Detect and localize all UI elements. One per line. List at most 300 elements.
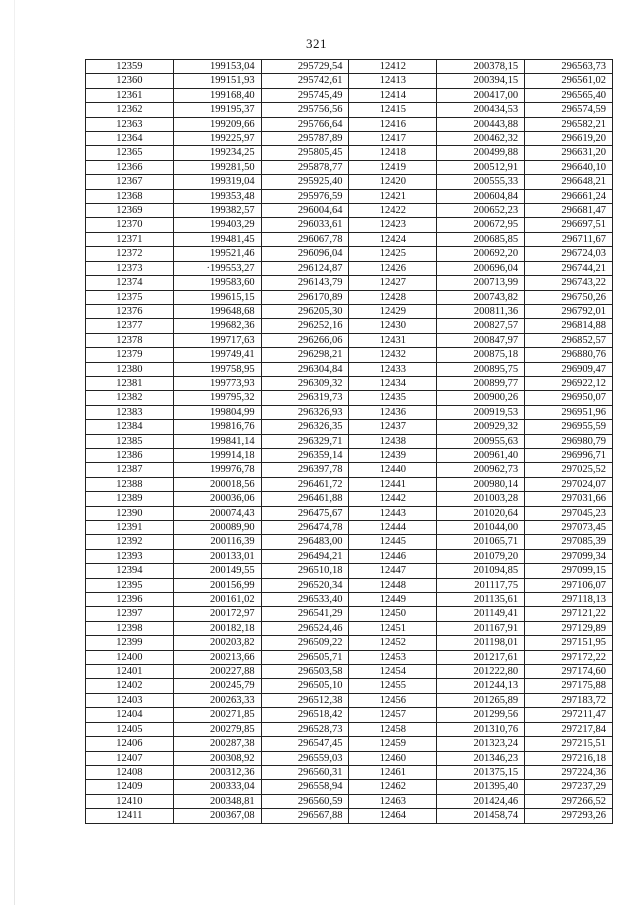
- table-row: [86, 88, 613, 102]
- cell-x-coordinate: 199758,95: [173, 362, 261, 376]
- cell-y-coordinate: 296096,04: [261, 247, 349, 261]
- cell-x-coordinate: 201167,91: [437, 621, 525, 635]
- cell-y-coordinate: 296510,18: [261, 564, 349, 578]
- cell-point-number: 12424: [349, 232, 437, 246]
- table-row: [86, 290, 613, 304]
- cell-x-coordinate: 200900,26: [437, 391, 525, 405]
- cell-point-number: 12422: [349, 204, 437, 218]
- cell-point-number: 12364: [86, 132, 174, 146]
- cell-x-coordinate: 201117,75: [437, 578, 525, 592]
- cell-y-coordinate: 297099,15: [525, 564, 613, 578]
- cell-point-number: 12416: [349, 117, 437, 131]
- cell-y-coordinate: 296909,47: [525, 362, 613, 376]
- cell-y-coordinate: 296980,79: [525, 434, 613, 448]
- cell-y-coordinate: 297085,39: [525, 535, 613, 549]
- cell-x-coordinate: 201458,74: [437, 809, 525, 823]
- cell-point-number: 12461: [349, 765, 437, 779]
- cell-y-coordinate: 297106,07: [525, 578, 613, 592]
- cell-y-coordinate: 296640,10: [525, 160, 613, 174]
- table-row: [86, 420, 613, 434]
- cell-x-coordinate: 200348,81: [173, 794, 261, 808]
- cell-y-coordinate: 296711,67: [525, 232, 613, 246]
- table-row: [86, 276, 613, 290]
- cell-x-coordinate: 200203,82: [173, 636, 261, 650]
- cell-point-number: 12453: [349, 650, 437, 664]
- cell-x-coordinate: 200980,14: [437, 477, 525, 491]
- cell-point-number: 12415: [349, 103, 437, 117]
- cell-y-coordinate: 296996,71: [525, 448, 613, 462]
- cell-x-coordinate: 201244,13: [437, 679, 525, 693]
- cell-x-coordinate: 200692,20: [437, 247, 525, 261]
- cell-y-coordinate: 296567,88: [261, 809, 349, 823]
- cell-x-coordinate: 200811,36: [437, 304, 525, 318]
- cell-point-number: 12443: [349, 506, 437, 520]
- cell-x-coordinate: 199773,93: [173, 376, 261, 390]
- cell-x-coordinate: 200652,23: [437, 204, 525, 218]
- table-row: [86, 463, 613, 477]
- table-row: [86, 391, 613, 405]
- cell-point-number: 12427: [349, 276, 437, 290]
- cell-y-coordinate: 296143,79: [261, 276, 349, 290]
- coordinates-table-body: [86, 60, 613, 824]
- cell-y-coordinate: 296922,12: [525, 376, 613, 390]
- cell-y-coordinate: 297151,95: [525, 636, 613, 650]
- cell-x-coordinate: 199615,15: [173, 290, 261, 304]
- cell-x-coordinate: 200271,85: [173, 708, 261, 722]
- cell-x-coordinate: 199195,37: [173, 103, 261, 117]
- cell-y-coordinate: 296951,96: [525, 405, 613, 419]
- cell-y-coordinate: 295745,49: [261, 88, 349, 102]
- cell-point-number: 12388: [86, 477, 174, 491]
- cell-point-number: 12386: [86, 448, 174, 462]
- table-row: [86, 564, 613, 578]
- cell-y-coordinate: 296561,02: [525, 74, 613, 88]
- cell-point-number: 12418: [349, 146, 437, 160]
- table-row: [86, 362, 613, 376]
- table-row: [86, 708, 613, 722]
- cell-y-coordinate: 296563,73: [525, 60, 613, 74]
- cell-point-number: 12413: [349, 74, 437, 88]
- cell-x-coordinate: 200312,36: [173, 765, 261, 779]
- cell-y-coordinate: 296494,21: [261, 549, 349, 563]
- cell-x-coordinate: 201044,00: [437, 521, 525, 535]
- table-row: [86, 751, 613, 765]
- cell-x-coordinate: 200462,32: [437, 132, 525, 146]
- cell-x-coordinate: 200847,97: [437, 333, 525, 347]
- table-row: [86, 578, 613, 592]
- cell-y-coordinate: 296461,88: [261, 492, 349, 506]
- cell-y-coordinate: 296326,93: [261, 405, 349, 419]
- table-row: [86, 765, 613, 779]
- cell-x-coordinate: 201198,01: [437, 636, 525, 650]
- cell-point-number: 12389: [86, 492, 174, 506]
- cell-x-coordinate: 201003,28: [437, 492, 525, 506]
- table-row: [86, 319, 613, 333]
- cell-point-number: 12452: [349, 636, 437, 650]
- cell-y-coordinate: 295878,77: [261, 160, 349, 174]
- cell-point-number: 12454: [349, 665, 437, 679]
- cell-point-number: 12460: [349, 751, 437, 765]
- table-row: [86, 693, 613, 707]
- cell-point-number: 12384: [86, 420, 174, 434]
- cell-y-coordinate: 296565,40: [525, 88, 613, 102]
- cell-x-coordinate: 200512,91: [437, 160, 525, 174]
- cell-y-coordinate: 297174,60: [525, 665, 613, 679]
- cell-x-coordinate: 199804,99: [173, 405, 261, 419]
- table-row: [86, 175, 613, 189]
- cell-point-number: 12396: [86, 593, 174, 607]
- table-row: [86, 74, 613, 88]
- cell-y-coordinate: 295729,54: [261, 60, 349, 74]
- cell-x-coordinate: 200434,53: [437, 103, 525, 117]
- cell-point-number: 12463: [349, 794, 437, 808]
- table-row: [86, 232, 613, 246]
- cell-y-coordinate: 296475,67: [261, 506, 349, 520]
- cell-point-number: 12365: [86, 146, 174, 160]
- cell-x-coordinate: 200713,99: [437, 276, 525, 290]
- table-row: [86, 434, 613, 448]
- cell-x-coordinate: 200279,85: [173, 722, 261, 736]
- cell-y-coordinate: 296880,76: [525, 348, 613, 362]
- cell-y-coordinate: 296681,47: [525, 204, 613, 218]
- cell-point-number: 12420: [349, 175, 437, 189]
- cell-x-coordinate: 200161,02: [173, 593, 261, 607]
- cell-y-coordinate: 296205,30: [261, 304, 349, 318]
- cell-y-coordinate: 296582,21: [525, 117, 613, 131]
- cell-point-number: 12449: [349, 593, 437, 607]
- table-row: [86, 348, 613, 362]
- cell-y-coordinate: 296518,42: [261, 708, 349, 722]
- cell-y-coordinate: 296574,59: [525, 103, 613, 117]
- cell-point-number: 12451: [349, 621, 437, 635]
- cell-point-number: 12363: [86, 117, 174, 131]
- cell-point-number: 12437: [349, 420, 437, 434]
- cell-x-coordinate: 200378,15: [437, 60, 525, 74]
- cell-x-coordinate: 199648,68: [173, 304, 261, 318]
- table-row: [86, 146, 613, 160]
- cell-point-number: 12430: [349, 319, 437, 333]
- cell-y-coordinate: 296533,40: [261, 593, 349, 607]
- cell-y-coordinate: 297293,26: [525, 809, 613, 823]
- cell-point-number: 12429: [349, 304, 437, 318]
- cell-x-coordinate: 200499,88: [437, 146, 525, 160]
- cell-y-coordinate: 296648,21: [525, 175, 613, 189]
- cell-x-coordinate: 199403,29: [173, 218, 261, 232]
- cell-y-coordinate: 295742,61: [261, 74, 349, 88]
- cell-x-coordinate: 199281,50: [173, 160, 261, 174]
- cell-y-coordinate: 296547,45: [261, 737, 349, 751]
- cell-x-coordinate: 199717,63: [173, 333, 261, 347]
- cell-x-coordinate: 200333,04: [173, 780, 261, 794]
- cell-x-coordinate: 199151,93: [173, 74, 261, 88]
- cell-x-coordinate: 200263,33: [173, 693, 261, 707]
- cell-x-coordinate: 200074,43: [173, 506, 261, 520]
- table-row: [86, 794, 613, 808]
- cell-point-number: 12397: [86, 607, 174, 621]
- cell-y-coordinate: 297266,52: [525, 794, 613, 808]
- table-row: [86, 477, 613, 491]
- cell-point-number: 12359: [86, 60, 174, 74]
- cell-x-coordinate: 200443,88: [437, 117, 525, 131]
- cell-point-number: 12464: [349, 809, 437, 823]
- cell-y-coordinate: 297217,84: [525, 722, 613, 736]
- cell-y-coordinate: 296004,64: [261, 204, 349, 218]
- cell-point-number: 12448: [349, 578, 437, 592]
- cell-x-coordinate: 200213,66: [173, 650, 261, 664]
- cell-point-number: 12404: [86, 708, 174, 722]
- cell-y-coordinate: 296461,72: [261, 477, 349, 491]
- cell-point-number: 12370: [86, 218, 174, 232]
- cell-x-coordinate: 200156,99: [173, 578, 261, 592]
- cell-y-coordinate: 297121,22: [525, 607, 613, 621]
- cell-x-coordinate: 201424,46: [437, 794, 525, 808]
- table-row: [86, 376, 613, 390]
- table-row: [86, 780, 613, 794]
- cell-x-coordinate: 200287,38: [173, 737, 261, 751]
- cell-point-number: 12441: [349, 477, 437, 491]
- cell-x-coordinate: 200417,00: [437, 88, 525, 102]
- cell-x-coordinate: 199914,18: [173, 448, 261, 462]
- cell-x-coordinate: 201135,61: [437, 593, 525, 607]
- table-row: [86, 679, 613, 693]
- cell-point-number: 12383: [86, 405, 174, 419]
- cell-y-coordinate: 296505,71: [261, 650, 349, 664]
- cell-point-number: 12439: [349, 448, 437, 462]
- cell-point-number: 12407: [86, 751, 174, 765]
- cell-x-coordinate: 201346,23: [437, 751, 525, 765]
- cell-x-coordinate: 201375,15: [437, 765, 525, 779]
- cell-point-number: 12402: [86, 679, 174, 693]
- cell-x-coordinate: 200149,55: [173, 564, 261, 578]
- cell-y-coordinate: 296541,29: [261, 607, 349, 621]
- cell-y-coordinate: 296397,78: [261, 463, 349, 477]
- cell-point-number: 12372: [86, 247, 174, 261]
- cell-y-coordinate: 296309,32: [261, 376, 349, 390]
- cell-x-coordinate: 199353,48: [173, 189, 261, 203]
- cell-y-coordinate: 297045,23: [525, 506, 613, 520]
- cell-x-coordinate: 200133,01: [173, 549, 261, 563]
- cell-point-number: 12444: [349, 521, 437, 535]
- cell-point-number: 12411: [86, 809, 174, 823]
- cell-point-number: 12442: [349, 492, 437, 506]
- cell-point-number: 12394: [86, 564, 174, 578]
- cell-x-coordinate: 199234,25: [173, 146, 261, 160]
- page-number: 321: [306, 36, 327, 51]
- cell-y-coordinate: 297215,51: [525, 737, 613, 751]
- cell-x-coordinate: ·199553,27: [173, 261, 261, 275]
- table-row: [86, 60, 613, 74]
- cell-point-number: 12401: [86, 665, 174, 679]
- table-row: [86, 204, 613, 218]
- cell-point-number: 12360: [86, 74, 174, 88]
- cell-y-coordinate: 296520,34: [261, 578, 349, 592]
- cell-point-number: 12455: [349, 679, 437, 693]
- cell-point-number: 12432: [349, 348, 437, 362]
- cell-x-coordinate: 200555,33: [437, 175, 525, 189]
- cell-y-coordinate: 297224,36: [525, 765, 613, 779]
- cell-x-coordinate: 199382,57: [173, 204, 261, 218]
- cell-point-number: 12391: [86, 521, 174, 535]
- cell-x-coordinate: 200875,18: [437, 348, 525, 362]
- cell-x-coordinate: 199153,04: [173, 60, 261, 74]
- cell-y-coordinate: 296124,87: [261, 261, 349, 275]
- cell-y-coordinate: 296505,10: [261, 679, 349, 693]
- table-row: [86, 521, 613, 535]
- cell-x-coordinate: 200955,63: [437, 434, 525, 448]
- cell-point-number: 12373: [86, 261, 174, 275]
- table-row: [86, 621, 613, 635]
- table-row: [86, 492, 613, 506]
- cell-point-number: 12412: [349, 60, 437, 74]
- cell-x-coordinate: 201310,76: [437, 722, 525, 736]
- cell-point-number: 12428: [349, 290, 437, 304]
- cell-y-coordinate: 295787,89: [261, 132, 349, 146]
- cell-y-coordinate: 296483,00: [261, 535, 349, 549]
- cell-point-number: 12447: [349, 564, 437, 578]
- cell-point-number: 12450: [349, 607, 437, 621]
- cell-y-coordinate: 297237,29: [525, 780, 613, 794]
- cell-y-coordinate: 296743,22: [525, 276, 613, 290]
- cell-y-coordinate: 296524,46: [261, 621, 349, 635]
- table-row: [86, 665, 613, 679]
- cell-x-coordinate: 199682,36: [173, 319, 261, 333]
- cell-point-number: 12381: [86, 376, 174, 390]
- cell-y-coordinate: 297073,45: [525, 521, 613, 535]
- cell-point-number: 12462: [349, 780, 437, 794]
- table-row: [86, 261, 613, 275]
- cell-y-coordinate: 296558,94: [261, 780, 349, 794]
- cell-point-number: 12368: [86, 189, 174, 203]
- cell-y-coordinate: 296503,58: [261, 665, 349, 679]
- cell-y-coordinate: 295976,59: [261, 189, 349, 203]
- cell-x-coordinate: 199583,60: [173, 276, 261, 290]
- cell-y-coordinate: 297183,72: [525, 693, 613, 707]
- cell-point-number: 12403: [86, 693, 174, 707]
- cell-y-coordinate: 296697,51: [525, 218, 613, 232]
- cell-point-number: 12385: [86, 434, 174, 448]
- cell-x-coordinate: 200962,73: [437, 463, 525, 477]
- cell-y-coordinate: 296266,06: [261, 333, 349, 347]
- cell-x-coordinate: 201149,41: [437, 607, 525, 621]
- cell-x-coordinate: 200672,95: [437, 218, 525, 232]
- cell-x-coordinate: 200172,97: [173, 607, 261, 621]
- cell-point-number: 12425: [349, 247, 437, 261]
- cell-x-coordinate: 199976,78: [173, 463, 261, 477]
- cell-point-number: 12445: [349, 535, 437, 549]
- cell-x-coordinate: 199749,41: [173, 348, 261, 362]
- table-row: [86, 549, 613, 563]
- cell-point-number: 12369: [86, 204, 174, 218]
- cell-x-coordinate: 199209,66: [173, 117, 261, 131]
- cell-x-coordinate: 200089,90: [173, 521, 261, 535]
- table-row: [86, 650, 613, 664]
- cell-x-coordinate: 200743,82: [437, 290, 525, 304]
- cell-x-coordinate: 201217,61: [437, 650, 525, 664]
- cell-y-coordinate: 297099,34: [525, 549, 613, 563]
- cell-x-coordinate: 199521,46: [173, 247, 261, 261]
- cell-y-coordinate: 297211,47: [525, 708, 613, 722]
- cell-y-coordinate: 296067,78: [261, 232, 349, 246]
- cell-y-coordinate: 295756,56: [261, 103, 349, 117]
- cell-y-coordinate: 296319,73: [261, 391, 349, 405]
- table-row: [86, 448, 613, 462]
- table-row: [86, 189, 613, 203]
- cell-x-coordinate: 199168,40: [173, 88, 261, 102]
- table-row: [86, 607, 613, 621]
- cell-point-number: 12390: [86, 506, 174, 520]
- cell-y-coordinate: 297024,07: [525, 477, 613, 491]
- cell-point-number: 12433: [349, 362, 437, 376]
- table-row: [86, 636, 613, 650]
- cell-x-coordinate: 199795,32: [173, 391, 261, 405]
- cell-y-coordinate: 296955,59: [525, 420, 613, 434]
- cell-y-coordinate: 296298,21: [261, 348, 349, 362]
- cell-y-coordinate: 297175,88: [525, 679, 613, 693]
- cell-point-number: 12376: [86, 304, 174, 318]
- cell-y-coordinate: 295766,64: [261, 117, 349, 131]
- cell-point-number: 12406: [86, 737, 174, 751]
- table-row: [86, 405, 613, 419]
- cell-x-coordinate: 200018,56: [173, 477, 261, 491]
- cell-y-coordinate: 296509,22: [261, 636, 349, 650]
- cell-point-number: 12435: [349, 391, 437, 405]
- cell-x-coordinate: 199319,04: [173, 175, 261, 189]
- table-row: [86, 333, 613, 347]
- cell-y-coordinate: 296852,57: [525, 333, 613, 347]
- cell-point-number: 12408: [86, 765, 174, 779]
- cell-x-coordinate: 200394,15: [437, 74, 525, 88]
- cell-x-coordinate: 199225,97: [173, 132, 261, 146]
- cell-point-number: 12458: [349, 722, 437, 736]
- cell-point-number: 12361: [86, 88, 174, 102]
- cell-y-coordinate: 296950,07: [525, 391, 613, 405]
- cell-point-number: 12426: [349, 261, 437, 275]
- table-row: [86, 160, 613, 174]
- cell-y-coordinate: 297025,52: [525, 463, 613, 477]
- cell-y-coordinate: 296792,01: [525, 304, 613, 318]
- table-row: [86, 535, 613, 549]
- cell-point-number: 12393: [86, 549, 174, 563]
- cell-x-coordinate: 201020,64: [437, 506, 525, 520]
- cell-point-number: 12399: [86, 636, 174, 650]
- cell-point-number: 12421: [349, 189, 437, 203]
- table-row: [86, 809, 613, 823]
- cell-point-number: 12436: [349, 405, 437, 419]
- cell-y-coordinate: 296304,84: [261, 362, 349, 376]
- cell-y-coordinate: 297216,18: [525, 751, 613, 765]
- cell-point-number: 12409: [86, 780, 174, 794]
- cell-point-number: 12367: [86, 175, 174, 189]
- cell-x-coordinate: 201323,24: [437, 737, 525, 751]
- cell-x-coordinate: 200961,40: [437, 448, 525, 462]
- cell-x-coordinate: 200895,75: [437, 362, 525, 376]
- cell-y-coordinate: 296528,73: [261, 722, 349, 736]
- table-row: [86, 737, 613, 751]
- cell-x-coordinate: 200308,92: [173, 751, 261, 765]
- cell-point-number: 12400: [86, 650, 174, 664]
- cell-x-coordinate: 201094,85: [437, 564, 525, 578]
- cell-point-number: 12387: [86, 463, 174, 477]
- cell-x-coordinate: 200604,84: [437, 189, 525, 203]
- cell-point-number: 12434: [349, 376, 437, 390]
- coordinates-table: [85, 59, 613, 824]
- cell-point-number: 12380: [86, 362, 174, 376]
- cell-y-coordinate: 296560,59: [261, 794, 349, 808]
- cell-x-coordinate: 200116,39: [173, 535, 261, 549]
- cell-point-number: 12374: [86, 276, 174, 290]
- cell-point-number: 12371: [86, 232, 174, 246]
- cell-point-number: 12446: [349, 549, 437, 563]
